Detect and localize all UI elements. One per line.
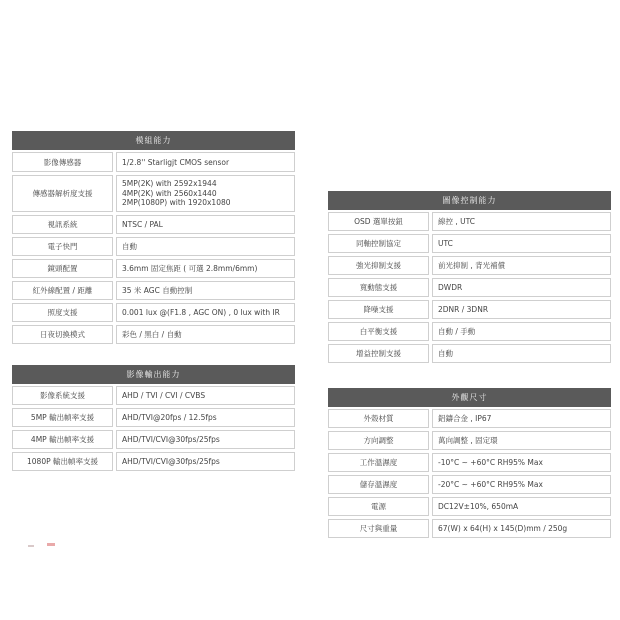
decorative-mark — [28, 545, 34, 547]
module-capability-panel — [12, 131, 295, 344]
spec-label: 降噪支援 — [328, 300, 429, 319]
image-control-panel — [328, 191, 611, 363]
spec-label: 照度支援 — [12, 303, 113, 322]
spec-value: 35 米 AGC 自動控制 — [116, 281, 295, 300]
image-control-header: 圖像控制能力 — [328, 191, 611, 210]
spec-row — [328, 497, 611, 516]
spec-value: NTSC / PAL — [116, 215, 295, 234]
spec-label: 5MP 輸出幀率支援 — [12, 408, 113, 427]
decorative-mark — [47, 543, 55, 546]
spec-row — [12, 215, 295, 234]
spec-value: -10°C ~ +60°C RH95% Max — [432, 453, 611, 472]
spec-label: 鏡頭配置 — [12, 259, 113, 278]
spec-row — [328, 234, 611, 253]
spec-label: 強光抑制支援 — [328, 256, 429, 275]
spec-row — [328, 256, 611, 275]
spec-label: 1080P 輸出幀率支援 — [12, 452, 113, 471]
spec-row — [328, 322, 611, 341]
spec-value: 鋁鑄合金 , IP67 — [432, 409, 611, 428]
spec-value — [116, 175, 295, 212]
spec-label: 視訊系統 — [12, 215, 113, 234]
spec-value: AHD/TVI/CVI@30fps/25fps — [116, 430, 295, 449]
spec-row — [12, 386, 295, 405]
spec-value: 前光抑制 , 背光補償 — [432, 256, 611, 275]
spec-row — [12, 237, 295, 256]
spec-value-line: 4MP(2K) with 2560x1440 — [122, 188, 217, 198]
spec-value: 2DNR / 3DNR — [432, 300, 611, 319]
spec-row — [12, 259, 295, 278]
spec-row — [328, 344, 611, 363]
spec-row — [12, 281, 295, 300]
spec-value: AHD/TVI/CVI@30fps/25fps — [116, 452, 295, 471]
spec-value: AHD/TVI@20fps / 12.5fps — [116, 408, 295, 427]
spec-value: 67(W) x 64(H) x 145(D)mm / 250g — [432, 519, 611, 538]
spec-value: 自動 — [432, 344, 611, 363]
spec-label: 電源 — [328, 497, 429, 516]
spec-label: 日夜切換模式 — [12, 325, 113, 344]
spec-row — [12, 408, 295, 427]
module-capability-header: 模組能力 — [12, 131, 295, 150]
spec-value: DC12V±10%, 650mA — [432, 497, 611, 516]
spec-row — [328, 453, 611, 472]
spec-row — [328, 278, 611, 297]
spec-label: 工作溫濕度 — [328, 453, 429, 472]
spec-label: 外殼材質 — [328, 409, 429, 428]
spec-row — [328, 300, 611, 319]
spec-label: 紅外線配置 / 距離 — [12, 281, 113, 300]
spec-label: 儲存溫濕度 — [328, 475, 429, 494]
spec-label: 4MP 輸出幀率支援 — [12, 430, 113, 449]
spec-label: 傳感器解析度支援 — [12, 175, 113, 212]
spec-label: 白平衡支援 — [328, 322, 429, 341]
spec-row — [328, 519, 611, 538]
spec-label: 影像系統支援 — [12, 386, 113, 405]
spec-value: UTC — [432, 234, 611, 253]
spec-value: 1/2.8'' Starligjt CMOS sensor — [116, 152, 295, 172]
spec-value: 3.6mm 固定焦距 ( 可選 2.8mm/6mm) — [116, 259, 295, 278]
spec-value: 彩色 / 黑白 / 自動 — [116, 325, 295, 344]
spec-value: -20°C ~ +60°C RH95% Max — [432, 475, 611, 494]
spec-value: AHD / TVI / CVI / CVBS — [116, 386, 295, 405]
dimensions-header: 外觀尺寸 — [328, 388, 611, 407]
spec-label: 同軸控制協定 — [328, 234, 429, 253]
spec-row — [12, 152, 295, 172]
spec-label: OSD 選單按鈕 — [328, 212, 429, 231]
spec-row — [12, 452, 295, 471]
spec-row — [328, 431, 611, 450]
spec-value: 線控 , UTC — [432, 212, 611, 231]
spec-label: 電子快門 — [12, 237, 113, 256]
spec-value: 自動 / 手動 — [432, 322, 611, 341]
spec-value: 0.001 lux @(F1.8 , AGC ON) , 0 lux with IR — [116, 303, 295, 322]
spec-value-line: 2MP(1080P) with 1920x1080 — [122, 198, 231, 208]
dimensions-panel — [328, 388, 611, 538]
spec-label: 影像傳感器 — [12, 152, 113, 172]
spec-label: 增益控制支援 — [328, 344, 429, 363]
spec-value: DWDR — [432, 278, 611, 297]
spec-value: 自動 — [116, 237, 295, 256]
video-output-panel — [12, 365, 295, 471]
spec-row — [12, 430, 295, 449]
spec-row — [12, 325, 295, 344]
spec-label: 方向調整 — [328, 431, 429, 450]
spec-row — [328, 409, 611, 428]
spec-row — [328, 475, 611, 494]
spec-value-line: 5MP(2K) with 2592x1944 — [122, 179, 217, 189]
spec-label: 尺寸與重量 — [328, 519, 429, 538]
video-output-header: 影像輸出能力 — [12, 365, 295, 384]
spec-row — [12, 303, 295, 322]
spec-label: 寬動態支援 — [328, 278, 429, 297]
spec-value: 萬向調整 , 固定環 — [432, 431, 611, 450]
spec-row — [328, 212, 611, 231]
spec-row — [12, 175, 295, 212]
